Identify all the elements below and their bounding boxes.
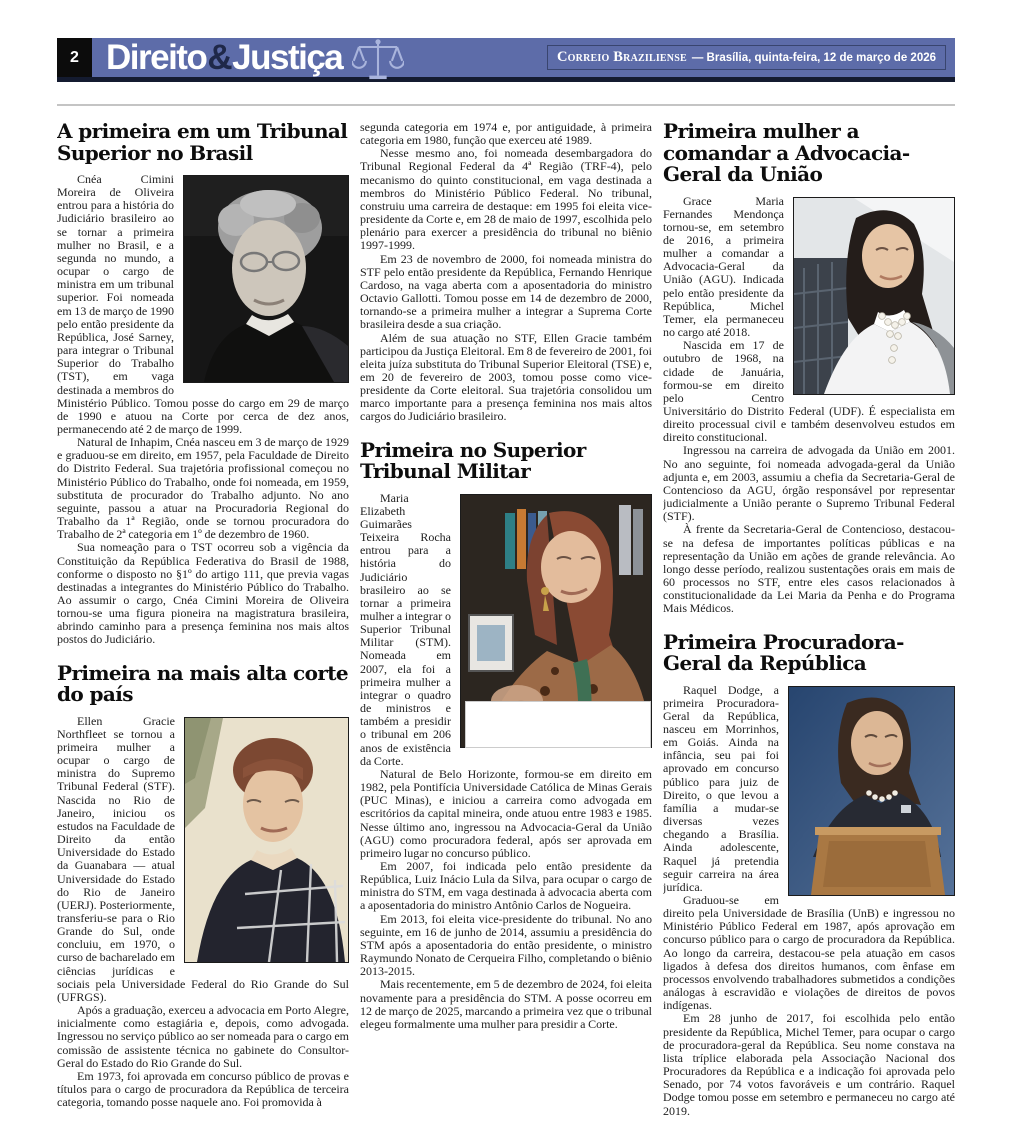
photo-caption-space [465,701,651,748]
paragraph: Natural de Belo Horizonte, formou-se em direito em 1982, pela Pontifícia Universidade Católica de Minas Gerais (PUC Minas), e iniciou a carreira como advogada em escritórios da capital mineira, onde atuou entre 1983 e 1985. Nesse último ano, ingressou na Advocacia-Geral da União (AGU) como procuradora federal, após ser aprovada em primeiro lugar no concurso público. [360,766,652,860]
article-body [663,195,955,616]
article-body [360,121,652,424]
section-title-ampersand: & [207,38,232,77]
paragraph: Sua nomeação para o TST ocorreu sob a vigência da Constituição da República Federativa do Brasil de 1988, conforme o disposto no §1º do artigo 111, que previa vagas destinadas a integrantes do Ministério Público do Trabalho. Ao assumir o cargo, Cnéa Cimini Moreira de Oliveira tornou-se uma figura pioneira na magistratura brasileira, abrindo caminho para a presença feminina nos mais altos postos do Judiciário. [57,540,349,647]
section-title-justica: Justiça [232,38,343,77]
article-procuradora-geral-republica [663,629,955,1118]
masthead-dateline [547,45,946,70]
article-headline: Primeira mulher a comandar a Advocacia-Geral da União [663,121,910,186]
paragraph: segunda categoria em 1974 e, por antiguidade, à primeira categoria em 1980, função que exerceu até 1989. [360,121,652,148]
paragraph: Em 2013, foi eleita vice-presidente do tribunal. No ano seguinte, em 16 de junho de 2014, assumiu a presidência do STM após a aposentadoria do então presidente, o ministro Raymundo Nonato de Cerqueira Filho, completando o biênio 2013-2015. [360,911,652,979]
photo-grace-mendonca [793,197,955,395]
column-2 [360,121,652,1140]
paragraph: Ingressou na carreira de advogada da União em 2001. No ano seguinte, foi nomeada advogada-geral da União adjunta e, em 2003, assumiu a chefia da Secretaria-Geral de Contencioso da AGU, órgão responsável por representar judicialmente a União perante o Supremo Tribunal Federal (STF). [663,443,955,524]
paragraph: Maria Elizabeth Guimarães Teixeira Rocha entrou para a história do Judiciário brasileiro ao se tornar a primeira mulher a integrar o Superior Tribunal Militar (STM). Nomeada em 2007, ela foi a primeira mulher a integrar o quadro de ministros e também a presidir o tribunal em 206 anos de existência da Corte. [360,490,451,768]
paragraph: Em 23 de novembro de 2000, foi nomeada ministra do STF pelo então presidente da República, Fernando Henrique Cardoso, na vaga aberta com a aposentadoria do ministro Octavio Gallotti. Tomou posse em 14 de dezembro de 2000, tornando-se a primeira mulher a integrar a Suprema Corte brasileira desde a sua criação. [360,251,652,332]
paragraph: Após a graduação, exerceu a advocacia em Porto Alegre, inicialmente como estagiária e, depois, como advogada. Ingressou no serviço público ao ser nomeada para o cargo em comissão de assistente técnica no gabinete do Consultor-Geral do Estado do Rio Grande do Sul. [57,1003,349,1070]
article-body [57,715,349,1110]
article-body [57,173,349,647]
photo-cnea-cimini [183,175,349,383]
paragraph: Graduou-se em direito pela Universidade de Brasília (UnB) e ingressou no Ministério Público Federal em 1987, após aprovação em concurso público para o cargo de procuradora da República. Ao longo da carreira, destacou-se pela atuação em casos ligados à defesa dos direitos humanos, com ênfase em processos envolvendo trabalhadores submetidos a condições análogas à escravidão e violações de direitos de povos indígenas. [663,893,955,1013]
article-advocacia-geral-uniao [663,121,955,616]
paragraph: Em 28 junho de 2017, foi escolhida pelo então presidente da República, Michel Temer, para ocupar o cargo de procuradora-geral da República. Seu nome constava na lista tríplice elaborada pela Associação Nacional dos Procuradores da República e a indicação foi aprovada pelo Senado, por 74 votos favoráveis e um contrário. Raquel Dodge tomou posse em setembro e permaneceu no cargo até 2019. [663,1011,955,1118]
dateline-text: — Brasília, quinta-feira, 12 de março de 2026 [691,51,936,64]
paragraph: Em 2007, foi indicada pelo então presidente da República, Luiz Inácio Lula da Silva, para ocupar o cargo de ministra do STM, em vaga destinada à advocacia aberta com a aposentadoria do ministro Antônio Carlos de Nogueira. [360,858,652,913]
scales-of-justice-icon [352,37,404,83]
article-body [663,684,955,1118]
article-headline: Primeira Procuradora-Geral da República [663,629,904,675]
column-3 [663,121,955,1140]
portrait-image [794,198,954,394]
portrait-image [185,718,348,962]
article-headline: Primeira no Superior Tribunal Militar [360,437,586,484]
paragraph: Grace Maria Fernandes Mendonça tornou-se, em setembro de 2016, a primeira mulher a comandar a Advocacia-Geral da União (AGU). Indicada pelo então presidente da República, Michel Temer, ela permaneceu no cargo até 2018. [663,193,784,340]
paragraph: Nascida em 17 de outubro de 1968, na cidade de Januária, formou-se em direito pelo Centro Universitário do Distrito Federal (UDF). É especialista em direito processual civil e também desenvolveu estudos em direito constitucional. [663,338,955,445]
section-title-direito: Direito [106,38,207,77]
article-mais-alta-corte [57,660,349,1110]
page-header [57,38,955,82]
paragraph: Em 1973, foi aprovada em concurso público de provas e títulos para o cargo de procuradora da República de terceira categoria, tomando posse naquele ano. Foi promovida à [57,1068,349,1110]
article-body [360,492,652,1031]
section-title [106,33,404,83]
paragraph: Ellen Gracie Northfleet se tornou a primeira mulher a ocupar o cargo de ministra do Supremo Tribunal Federal (STF). Nascida no Rio de Janeiro, iniciou os estudos na Faculdade de Direito da então Universidade do Estado da Guanabara — atual Universidade do Estado do Rio de Janeiro (UERJ). Posteriormente, transferiu-se para o Rio Grande do Sul, onde concluiu, em 1970, o curso de bacharelado em ciências jurídicas e sociais pela Universidade Federal do Rio Grande do Sul (UFRGS). [57,713,349,1004]
portrait-image [789,687,954,895]
paragraph: Cnéa Cimini Moreira de Oliveira entrou para a história do Judiciário brasileiro ao se tornar a primeira mulher no Brasil, e a segunda no mundo, a ocupar o cargo de ministra em um tribunal superior. Foi nomeada em 13 de março de 1990 pelo então presidente da República, José Sarney, para integrar o Tribunal Superior do Trabalho (TST), em vaga destinada a membros do Ministério Público. Tomou posse do cargo em 29 de março de 1990 e atuou na Corte por cerca de dez anos, permanecendo até 2 de março de 1999. [57,172,349,436]
paragraph: Além de sua atuação no STF, Ellen Gracie também participou da Justiça Eleitoral. Em 8 de fevereiro de 2001, foi eleita juíza substituta do Tribunal Superior Eleitoral (TSE) e, em 20 de fevereiro de 2003, tomou posse como vice-presidente da Corte eleitoral. Sua trajetória consolidou um marco importante para a presença feminina nos mais altos cargos do Judiciário brasileiro. [360,330,652,424]
article-headline: A primeira em um Tribunal Superior no Brasil [57,121,348,165]
paragraph: Mais recentemente, em 5 de dezembro de 2024, foi eleita novamente para a presidência do STM. A posse ocorreu em 12 de março de 2025, marcando a primeira vez que o tribunal elegeu formalmente uma mulher para presidir a Corte. [360,977,652,1031]
paragraph: Natural de Inhapim, Cnéa nasceu em 3 de março de 1929 e graduou-se em direito, em 1957, pela Faculdade de Direito do Distrito Federal. Sua trajetória profissional começou no Ministério Público do Trabalho, onde foi nomeada, em 1959, substituta de procurador do Trabalho adjunto. No ano seguinte, passou a atuar na Procuradoria Regional do Trabalho da 1ª Região, onde se tornou procuradora do Trabalho de 2ª categoria em 1º de dezembro de 1960. [57,435,349,542]
page-number: 2 [57,38,92,77]
header-divider-rule [57,104,955,106]
paragraph: Nesse mesmo ano, foi nomeada desembargadora do Tribunal Regional Federal da 4ª Região (TRF-4), pelo mecanismo do quinto constitucional, em vaga destinada a membros do Ministério Público Federal. No tribunal, construiu uma carreira de destaque: em 1995 foi eleita vice-presidente da Corte e, em 28 de maio de 1997, escolhida pelo plenário para exercer a presidência do tribunal no biênio 1997-1999. [360,146,652,253]
masthead-name: Correio Braziliense [557,49,687,65]
paragraph: À frente da Secretaria-Geral de Contencioso, destacou-se na defesa de importantes políticas públicas e na representação da União em ações de grande relevância. Ao longo desse período, realizou sustentações orais em mais de 60 processos no STF, entre eles casos relacionados à constitucionalidade da Lei Maria da Penha e do Programa Mais Médicos. [663,522,955,616]
article-headline: Primeira na mais alta corte do país [57,660,349,707]
photo-ellen-gracie [184,717,349,963]
paragraph: Raquel Dodge, a primeira Procuradora-Geral da República, nasceu em Morrinhos, em Goiás. Ainda na infância, seu pai foi aprovado em concurso público para juiz de Direito, o que levou a família a mudar-se diversas vezes chegando a Brasília. Ainda adolescente, Raquel já pretendia seguir carreira na área jurídica. [663,682,779,894]
section-banner [92,38,955,77]
portrait-image [184,176,348,382]
photo-raquel-dodge [788,686,955,896]
article-continuation-ellen-gracie [360,121,652,424]
article-tribunal-superior [57,121,349,647]
article-superior-tribunal-militar [360,437,652,1031]
column-1 [57,121,349,1140]
article-columns [57,121,955,1140]
